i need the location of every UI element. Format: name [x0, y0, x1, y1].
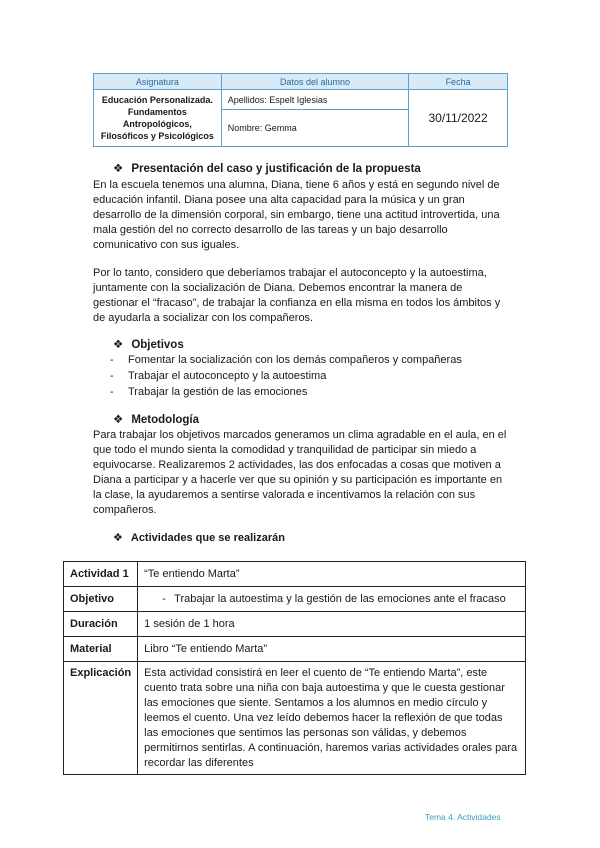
asignatura-line: Educación Personalizada.: [101, 95, 213, 105]
actividades-heading: [113, 531, 285, 544]
objetivo-item: Trabajar la gestión de las emociones: [128, 386, 308, 398]
actividad-table: [63, 561, 526, 775]
diamond-bullet-icon: ❖: [113, 339, 124, 351]
material-label: Material: [64, 637, 138, 662]
nombre-cell: Nombre: Gemma: [221, 110, 408, 147]
presentacion-title: Presentación del caso y justificación de la propuesta: [131, 163, 421, 175]
objetivos-heading: [113, 337, 184, 351]
presentacion-paragraph-2: Por lo tanto, considero que deberíamos trabajar el autoconcepto y la autoestima, juntamente con la socialización de Diana. Debemos encontrar la manera de gestionar el “fracaso”, de trabajar la confianza en ella misma en todos los ámbitos y de ayudarla a socializar con los compañeros.: [93, 267, 501, 324]
objetivo-label: Objetivo: [64, 587, 138, 612]
asignatura-cell: [94, 90, 222, 147]
duracion-value: 1 sesión de 1 hora: [138, 612, 526, 637]
duracion-label: Duración: [64, 612, 138, 637]
header-col-datos: Datos del alumno: [221, 74, 408, 90]
header-table: [93, 73, 508, 147]
explicacion-value: Esta actividad consistirá en leer el cuento de “Te entiendo Marta”, este cuento trata sobre una niña con baja autoestima y que le cuesta gestionar las emociones que siente. Sentamos a los alumnos en medio círculo y leemos el cuento. Una vez leído debemos hacer la reflexión de que todas las emociones que sentimos las personas son válidas, y debemos permitirnos sentirlas. A continuación, haremos varias actividades orales para recordar las diferentes: [138, 662, 526, 775]
objetivos-list: [110, 352, 462, 400]
list-item: - Trabajar el autoconcepto y la autoestima: [110, 370, 327, 382]
metodologia-title: Metodología: [131, 414, 200, 426]
objetivo-cell: [138, 587, 526, 612]
apellidos-cell: Apellidos: Espelt Iglesias: [221, 90, 408, 110]
explicacion-label: Explicación: [64, 662, 138, 775]
objetivos-title: Objetivos: [131, 339, 184, 351]
footer-text: Tema 4. Actividades: [425, 812, 501, 822]
objetivo-item: Fomentar la socialización con los demás compañeros y compañeras: [128, 354, 462, 366]
asignatura-line: Antropológicos,: [122, 119, 192, 129]
header-col-fecha: Fecha: [409, 74, 508, 90]
asignatura-line: Filosóficos y Psicológicos: [100, 131, 214, 141]
diamond-bullet-icon: ❖: [113, 532, 123, 544]
actividades-title: Actividades que se realizarán: [130, 532, 285, 544]
objetivo-dash: -: [162, 593, 166, 605]
actividad-label: Actividad 1: [64, 562, 138, 587]
objetivo-value: Trabajar la autoestima y la gestión de las emociones ante el fracaso: [174, 593, 506, 605]
material-value: Libro “Te entiendo Marta”: [138, 637, 526, 662]
presentacion-paragraph-1: En la escuela tenemos una alumna, Diana, tiene 6 años y está en segundo nivel de educación infantil. Diana posee una alta capacidad para la música y un gran desarrollo de la dimensión corporal, sin embargo, tiene una actitud introvertida, una mala gestión del no correcto desarrollo de las tareas y un bajo desarrollo comunicativo con sus iguales.: [93, 179, 500, 251]
diamond-bullet-icon: ❖: [113, 414, 124, 426]
asignatura-line: Fundamentos: [127, 107, 187, 117]
list-item: - Fomentar la socialización con los demás compañeros y compañeras: [110, 354, 462, 366]
metodologia-paragraph: Para trabajar los objetivos marcados generamos un clima agradable en el aula, en el que todo el mundo sienta la comodidad y tranquilidad de participar sin miedo a equivocarse. Realizaremos 2 actividades, las dos enfocadas a cosas que motiven a Diana a participar y a hacerle ver que su opinión y su participación es importante en la clase, la ayudaremos a sentirse valorada e incentivamos la relación con sus compañeros.: [93, 429, 507, 516]
actividad-value: “Te entiendo Marta”: [138, 562, 526, 587]
header-col-asignatura: Asignatura: [94, 74, 222, 90]
presentacion-heading: [113, 161, 421, 175]
diamond-bullet-icon: ❖: [113, 163, 124, 175]
objetivo-item: Trabajar el autoconcepto y la autoestima: [128, 370, 327, 382]
fecha-cell: 30/11/2022: [409, 90, 508, 147]
list-item: - Trabajar la gestión de las emociones: [110, 386, 308, 398]
metodologia-heading: [113, 412, 199, 426]
